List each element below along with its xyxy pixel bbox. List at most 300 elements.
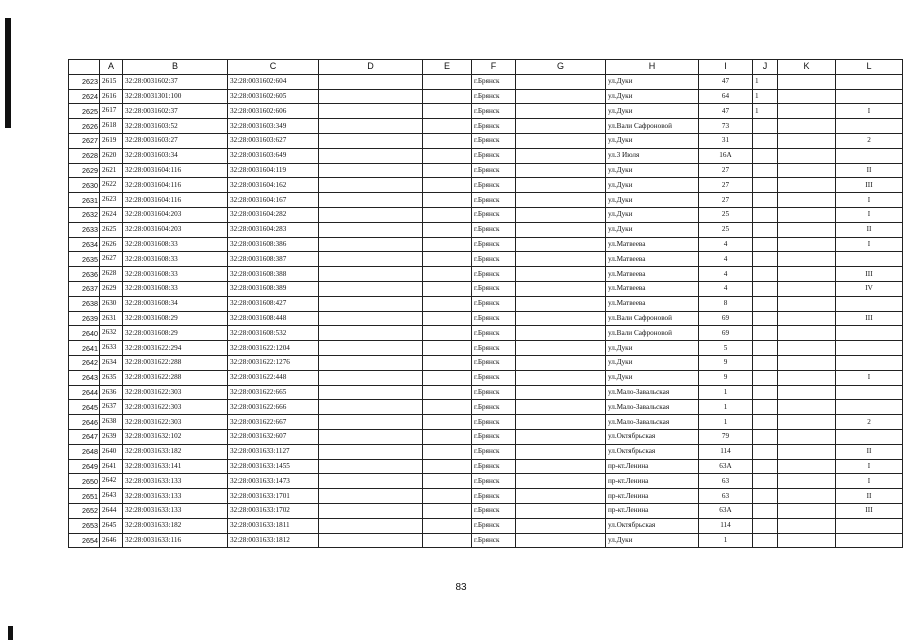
part-number[interactable] xyxy=(836,385,903,400)
record-index[interactable]: 2646 xyxy=(100,533,123,548)
city[interactable]: г.Брянск xyxy=(472,311,516,326)
cadastral-object-number[interactable]: 32:28:0031633:1473 xyxy=(228,474,319,489)
record-index[interactable]: 2642 xyxy=(100,474,123,489)
cadastral-object-number[interactable]: 32:28:0031633:1701 xyxy=(228,489,319,504)
flag-j[interactable] xyxy=(753,429,778,444)
street[interactable]: ул.Дуки xyxy=(606,533,699,548)
record-index[interactable]: 2643 xyxy=(100,489,123,504)
part-number[interactable] xyxy=(836,296,903,311)
record-index[interactable]: 2629 xyxy=(100,281,123,296)
empty-cell-d[interactable] xyxy=(319,415,423,430)
cadastral-parcel-number[interactable]: 32:28:0031608:34 xyxy=(123,296,228,311)
record-index[interactable]: 2623 xyxy=(100,193,123,208)
row-number[interactable]: 2650 xyxy=(69,474,100,489)
flag-j[interactable] xyxy=(753,148,778,163)
empty-cell-e[interactable] xyxy=(423,267,472,282)
empty-cell-k[interactable] xyxy=(778,207,836,222)
city[interactable]: г.Брянск xyxy=(472,74,516,89)
cadastral-parcel-number[interactable]: 32:28:0031608:33 xyxy=(123,281,228,296)
empty-cell-d[interactable] xyxy=(319,355,423,370)
row-number[interactable]: 2647 xyxy=(69,429,100,444)
row-number[interactable]: 2646 xyxy=(69,415,100,430)
empty-cell-e[interactable] xyxy=(423,370,472,385)
cadastral-parcel-number[interactable]: 32:28:0031602:37 xyxy=(123,74,228,89)
empty-cell-e[interactable] xyxy=(423,104,472,119)
empty-cell-e[interactable] xyxy=(423,119,472,134)
empty-cell-d[interactable] xyxy=(319,133,423,148)
record-index[interactable]: 2631 xyxy=(100,311,123,326)
empty-cell-g[interactable] xyxy=(516,326,606,341)
cadastral-parcel-number[interactable]: 32:28:0031632:102 xyxy=(123,429,228,444)
empty-cell-d[interactable] xyxy=(319,341,423,356)
empty-cell-e[interactable] xyxy=(423,163,472,178)
house-number[interactable]: 5 xyxy=(699,341,753,356)
empty-cell-g[interactable] xyxy=(516,222,606,237)
cadastral-object-number[interactable]: 32:28:0031603:649 xyxy=(228,148,319,163)
empty-cell-d[interactable] xyxy=(319,489,423,504)
cadastral-parcel-number[interactable]: 32:28:0031633:133 xyxy=(123,489,228,504)
flag-j[interactable]: 1 xyxy=(753,74,778,89)
empty-cell-k[interactable] xyxy=(778,474,836,489)
row-number[interactable]: 2624 xyxy=(69,89,100,104)
part-number[interactable] xyxy=(836,518,903,533)
city[interactable]: г.Брянск xyxy=(472,89,516,104)
row-number[interactable]: 2652 xyxy=(69,503,100,518)
empty-cell-e[interactable] xyxy=(423,237,472,252)
flag-j[interactable] xyxy=(753,400,778,415)
part-number[interactable] xyxy=(836,400,903,415)
row-number[interactable]: 2641 xyxy=(69,341,100,356)
house-number[interactable]: 27 xyxy=(699,193,753,208)
part-number[interactable]: I xyxy=(836,459,903,474)
empty-cell-d[interactable] xyxy=(319,311,423,326)
cadastral-parcel-number[interactable]: 32:28:0031608:33 xyxy=(123,237,228,252)
cadastral-parcel-number[interactable]: 32:28:0031602:37 xyxy=(123,104,228,119)
record-index[interactable]: 2633 xyxy=(100,341,123,356)
flag-j[interactable] xyxy=(753,267,778,282)
empty-cell-k[interactable] xyxy=(778,370,836,385)
street[interactable]: ул.Дуки xyxy=(606,193,699,208)
house-number[interactable]: 31 xyxy=(699,133,753,148)
empty-cell-g[interactable] xyxy=(516,355,606,370)
empty-cell-k[interactable] xyxy=(778,341,836,356)
record-index[interactable]: 2638 xyxy=(100,415,123,430)
record-index[interactable]: 2625 xyxy=(100,222,123,237)
cadastral-parcel-number[interactable]: 32:28:0031622:288 xyxy=(123,355,228,370)
record-index[interactable]: 2624 xyxy=(100,207,123,222)
empty-cell-e[interactable] xyxy=(423,444,472,459)
row-number[interactable]: 2649 xyxy=(69,459,100,474)
cadastral-object-number[interactable]: 32:28:0031602:604 xyxy=(228,74,319,89)
part-number[interactable]: 2 xyxy=(836,133,903,148)
part-number[interactable]: III xyxy=(836,267,903,282)
cadastral-object-number[interactable]: 32:28:0031622:665 xyxy=(228,385,319,400)
empty-cell-g[interactable] xyxy=(516,400,606,415)
house-number[interactable]: 47 xyxy=(699,104,753,119)
empty-cell-k[interactable] xyxy=(778,459,836,474)
house-number[interactable]: 64 xyxy=(699,89,753,104)
cadastral-object-number[interactable]: 32:28:0031622:448 xyxy=(228,370,319,385)
row-number[interactable]: 2654 xyxy=(69,533,100,548)
city[interactable]: г.Брянск xyxy=(472,429,516,444)
empty-cell-d[interactable] xyxy=(319,193,423,208)
part-number[interactable]: II xyxy=(836,163,903,178)
flag-j[interactable] xyxy=(753,444,778,459)
column-header[interactable]: J xyxy=(753,60,778,75)
cadastral-object-number[interactable]: 32:28:0031604:119 xyxy=(228,163,319,178)
column-header[interactable]: D xyxy=(319,60,423,75)
city[interactable]: г.Брянск xyxy=(472,518,516,533)
cadastral-parcel-number[interactable]: 32:28:0031633:141 xyxy=(123,459,228,474)
record-index[interactable]: 2627 xyxy=(100,252,123,267)
empty-cell-g[interactable] xyxy=(516,74,606,89)
street[interactable]: ул.Дуки xyxy=(606,355,699,370)
cadastral-parcel-number[interactable]: 32:28:0031604:203 xyxy=(123,222,228,237)
empty-cell-k[interactable] xyxy=(778,148,836,163)
empty-cell-d[interactable] xyxy=(319,429,423,444)
cadastral-object-number[interactable]: 32:28:0031622:1204 xyxy=(228,341,319,356)
record-index[interactable]: 2615 xyxy=(100,74,123,89)
record-index[interactable]: 2637 xyxy=(100,400,123,415)
cadastral-parcel-number[interactable]: 32:28:0031301:100 xyxy=(123,89,228,104)
city[interactable]: г.Брянск xyxy=(472,252,516,267)
cadastral-parcel-number[interactable]: 32:28:0031633:182 xyxy=(123,518,228,533)
empty-cell-d[interactable] xyxy=(319,503,423,518)
column-header[interactable]: C xyxy=(228,60,319,75)
empty-cell-g[interactable] xyxy=(516,474,606,489)
row-number[interactable]: 2635 xyxy=(69,252,100,267)
empty-cell-e[interactable] xyxy=(423,385,472,400)
part-number[interactable] xyxy=(836,74,903,89)
empty-cell-d[interactable] xyxy=(319,178,423,193)
part-number[interactable]: IV xyxy=(836,281,903,296)
empty-cell-g[interactable] xyxy=(516,503,606,518)
city[interactable]: г.Брянск xyxy=(472,296,516,311)
empty-cell-e[interactable] xyxy=(423,222,472,237)
city[interactable]: г.Брянск xyxy=(472,355,516,370)
empty-cell-d[interactable] xyxy=(319,89,423,104)
empty-cell-d[interactable] xyxy=(319,459,423,474)
empty-cell-d[interactable] xyxy=(319,267,423,282)
house-number[interactable]: 25 xyxy=(699,222,753,237)
part-number[interactable]: I xyxy=(836,237,903,252)
street[interactable]: ул.Вали Сафроновой xyxy=(606,326,699,341)
house-number[interactable]: 9 xyxy=(699,355,753,370)
empty-cell-k[interactable] xyxy=(778,355,836,370)
city[interactable]: г.Брянск xyxy=(472,163,516,178)
flag-j[interactable] xyxy=(753,193,778,208)
street[interactable]: пр-кт.Ленина xyxy=(606,459,699,474)
street[interactable]: пр-кт.Ленина xyxy=(606,474,699,489)
part-number[interactable] xyxy=(836,252,903,267)
city[interactable]: г.Брянск xyxy=(472,178,516,193)
record-index[interactable]: 2622 xyxy=(100,178,123,193)
empty-cell-g[interactable] xyxy=(516,207,606,222)
street[interactable]: ул.Дуки xyxy=(606,89,699,104)
part-number[interactable]: II xyxy=(836,222,903,237)
row-number[interactable]: 2625 xyxy=(69,104,100,119)
house-number[interactable]: 16А xyxy=(699,148,753,163)
row-number[interactable]: 2640 xyxy=(69,326,100,341)
street[interactable]: ул.Дуки xyxy=(606,370,699,385)
row-number[interactable]: 2648 xyxy=(69,444,100,459)
record-index[interactable]: 2621 xyxy=(100,163,123,178)
cadastral-parcel-number[interactable]: 32:28:0031622:288 xyxy=(123,370,228,385)
cadastral-object-number[interactable]: 32:28:0031603:627 xyxy=(228,133,319,148)
empty-cell-e[interactable] xyxy=(423,459,472,474)
row-number[interactable]: 2639 xyxy=(69,311,100,326)
street[interactable]: ул.Матвеева xyxy=(606,267,699,282)
empty-cell-g[interactable] xyxy=(516,370,606,385)
empty-cell-d[interactable] xyxy=(319,518,423,533)
record-index[interactable]: 2640 xyxy=(100,444,123,459)
city[interactable]: г.Брянск xyxy=(472,459,516,474)
empty-cell-k[interactable] xyxy=(778,193,836,208)
record-index[interactable]: 2639 xyxy=(100,429,123,444)
empty-cell-k[interactable] xyxy=(778,415,836,430)
cadastral-object-number[interactable]: 32:28:0031603:349 xyxy=(228,119,319,134)
cadastral-parcel-number[interactable]: 32:28:0031603:34 xyxy=(123,148,228,163)
cadastral-object-number[interactable]: 32:28:0031608:386 xyxy=(228,237,319,252)
row-number[interactable]: 2623 xyxy=(69,74,100,89)
house-number[interactable]: 25 xyxy=(699,207,753,222)
house-number[interactable]: 4 xyxy=(699,237,753,252)
cadastral-parcel-number[interactable]: 32:28:0031622:303 xyxy=(123,400,228,415)
empty-cell-g[interactable] xyxy=(516,104,606,119)
empty-cell-d[interactable] xyxy=(319,119,423,134)
empty-cell-d[interactable] xyxy=(319,474,423,489)
street[interactable]: ул.Октябрьская xyxy=(606,429,699,444)
cadastral-parcel-number[interactable]: 32:28:0031622:294 xyxy=(123,341,228,356)
cadastral-object-number[interactable]: 32:28:0031632:607 xyxy=(228,429,319,444)
empty-cell-g[interactable] xyxy=(516,444,606,459)
empty-cell-e[interactable] xyxy=(423,341,472,356)
street[interactable]: ул.Дуки xyxy=(606,178,699,193)
cadastral-object-number[interactable]: 32:28:0031604:162 xyxy=(228,178,319,193)
empty-cell-e[interactable] xyxy=(423,533,472,548)
house-number[interactable]: 63 xyxy=(699,474,753,489)
empty-cell-g[interactable] xyxy=(516,281,606,296)
record-index[interactable]: 2628 xyxy=(100,267,123,282)
empty-cell-e[interactable] xyxy=(423,148,472,163)
empty-cell-k[interactable] xyxy=(778,222,836,237)
street[interactable]: ул.Дуки xyxy=(606,222,699,237)
empty-cell-g[interactable] xyxy=(516,237,606,252)
part-number[interactable]: III xyxy=(836,503,903,518)
flag-j[interactable]: 1 xyxy=(753,89,778,104)
cadastral-parcel-number[interactable]: 32:28:0031608:29 xyxy=(123,311,228,326)
flag-j[interactable] xyxy=(753,385,778,400)
empty-cell-g[interactable] xyxy=(516,252,606,267)
cadastral-object-number[interactable]: 32:28:0031602:605 xyxy=(228,89,319,104)
flag-j[interactable] xyxy=(753,296,778,311)
empty-cell-k[interactable] xyxy=(778,385,836,400)
record-index[interactable]: 2619 xyxy=(100,133,123,148)
part-number[interactable]: I xyxy=(836,207,903,222)
city[interactable]: г.Брянск xyxy=(472,444,516,459)
row-number[interactable]: 2631 xyxy=(69,193,100,208)
street[interactable]: ул.Октябрьская xyxy=(606,444,699,459)
house-number[interactable]: 9 xyxy=(699,370,753,385)
house-number[interactable]: 73 xyxy=(699,119,753,134)
empty-cell-k[interactable] xyxy=(778,267,836,282)
cadastral-object-number[interactable]: 32:28:0031608:387 xyxy=(228,252,319,267)
flag-j[interactable] xyxy=(753,459,778,474)
empty-cell-g[interactable] xyxy=(516,518,606,533)
empty-cell-k[interactable] xyxy=(778,89,836,104)
city[interactable]: г.Брянск xyxy=(472,474,516,489)
house-number[interactable]: 47 xyxy=(699,74,753,89)
column-header[interactable]: F xyxy=(472,60,516,75)
flag-j[interactable] xyxy=(753,222,778,237)
cadastral-object-number[interactable]: 32:28:0031622:1276 xyxy=(228,355,319,370)
street[interactable]: ул.Дуки xyxy=(606,74,699,89)
street[interactable]: ул.Мало-Завальская xyxy=(606,385,699,400)
street[interactable]: ул.Матвеева xyxy=(606,237,699,252)
house-number[interactable]: 1 xyxy=(699,400,753,415)
empty-cell-g[interactable] xyxy=(516,341,606,356)
cadastral-object-number[interactable]: 32:28:0031633:1812 xyxy=(228,533,319,548)
part-number[interactable]: I xyxy=(836,474,903,489)
cadastral-object-number[interactable]: 32:28:0031633:1811 xyxy=(228,518,319,533)
city[interactable]: г.Брянск xyxy=(472,222,516,237)
empty-cell-k[interactable] xyxy=(778,429,836,444)
empty-cell-g[interactable] xyxy=(516,415,606,430)
street[interactable]: ул.Дуки xyxy=(606,104,699,119)
part-number[interactable]: III xyxy=(836,311,903,326)
empty-cell-k[interactable] xyxy=(778,518,836,533)
city[interactable]: г.Брянск xyxy=(472,133,516,148)
empty-cell-e[interactable] xyxy=(423,326,472,341)
flag-j[interactable] xyxy=(753,518,778,533)
flag-j[interactable] xyxy=(753,474,778,489)
empty-cell-g[interactable] xyxy=(516,429,606,444)
house-number[interactable]: 4 xyxy=(699,267,753,282)
city[interactable]: г.Брянск xyxy=(472,489,516,504)
empty-cell-g[interactable] xyxy=(516,89,606,104)
record-index[interactable]: 2644 xyxy=(100,503,123,518)
cadastral-object-number[interactable]: 32:28:0031633:1455 xyxy=(228,459,319,474)
city[interactable]: г.Брянск xyxy=(472,237,516,252)
column-header[interactable]: K xyxy=(778,60,836,75)
empty-cell-k[interactable] xyxy=(778,311,836,326)
house-number[interactable]: 114 xyxy=(699,518,753,533)
empty-cell-e[interactable] xyxy=(423,474,472,489)
column-header[interactable]: I xyxy=(699,60,753,75)
empty-cell-g[interactable] xyxy=(516,311,606,326)
column-header[interactable]: E xyxy=(423,60,472,75)
row-number[interactable]: 2644 xyxy=(69,385,100,400)
record-index[interactable]: 2620 xyxy=(100,148,123,163)
empty-cell-k[interactable] xyxy=(778,163,836,178)
empty-cell-d[interactable] xyxy=(319,237,423,252)
row-number[interactable]: 2642 xyxy=(69,355,100,370)
part-number[interactable]: II xyxy=(836,489,903,504)
row-number[interactable]: 2627 xyxy=(69,133,100,148)
flag-j[interactable] xyxy=(753,252,778,267)
part-number[interactable]: III xyxy=(836,178,903,193)
column-header[interactable]: L xyxy=(836,60,903,75)
row-number[interactable]: 2634 xyxy=(69,237,100,252)
row-number[interactable]: 2643 xyxy=(69,370,100,385)
row-number[interactable]: 2628 xyxy=(69,148,100,163)
house-number[interactable]: 27 xyxy=(699,163,753,178)
cadastral-object-number[interactable]: 32:28:0031608:448 xyxy=(228,311,319,326)
record-index[interactable]: 2617 xyxy=(100,104,123,119)
cadastral-parcel-number[interactable]: 32:28:0031608:33 xyxy=(123,252,228,267)
cadastral-parcel-number[interactable]: 32:28:0031608:29 xyxy=(123,326,228,341)
part-number[interactable] xyxy=(836,341,903,356)
empty-cell-d[interactable] xyxy=(319,281,423,296)
empty-cell-g[interactable] xyxy=(516,385,606,400)
street[interactable]: ул.Октябрьская xyxy=(606,518,699,533)
empty-cell-d[interactable] xyxy=(319,222,423,237)
record-index[interactable]: 2616 xyxy=(100,89,123,104)
empty-cell-g[interactable] xyxy=(516,459,606,474)
record-index[interactable]: 2641 xyxy=(100,459,123,474)
flag-j[interactable] xyxy=(753,163,778,178)
empty-cell-e[interactable] xyxy=(423,355,472,370)
cadastral-object-number[interactable]: 32:28:0031608:388 xyxy=(228,267,319,282)
flag-j[interactable] xyxy=(753,533,778,548)
empty-cell-e[interactable] xyxy=(423,400,472,415)
empty-cell-k[interactable] xyxy=(778,104,836,119)
empty-cell-g[interactable] xyxy=(516,163,606,178)
city[interactable]: г.Брянск xyxy=(472,281,516,296)
flag-j[interactable] xyxy=(753,281,778,296)
part-number[interactable]: I xyxy=(836,370,903,385)
record-index[interactable]: 2630 xyxy=(100,296,123,311)
cadastral-parcel-number[interactable]: 32:28:0031604:116 xyxy=(123,193,228,208)
flag-j[interactable] xyxy=(753,326,778,341)
record-index[interactable]: 2635 xyxy=(100,370,123,385)
row-number[interactable]: 2632 xyxy=(69,207,100,222)
street[interactable]: ул.Мало-Завальская xyxy=(606,400,699,415)
empty-cell-g[interactable] xyxy=(516,148,606,163)
street[interactable]: ул.3 Июля xyxy=(606,148,699,163)
city[interactable]: г.Брянск xyxy=(472,370,516,385)
empty-cell-k[interactable] xyxy=(778,119,836,134)
row-number[interactable]: 2633 xyxy=(69,222,100,237)
city[interactable]: г.Брянск xyxy=(472,385,516,400)
cadastral-object-number[interactable]: 32:28:0031602:606 xyxy=(228,104,319,119)
house-number[interactable]: 8 xyxy=(699,296,753,311)
flag-j[interactable] xyxy=(753,355,778,370)
empty-cell-k[interactable] xyxy=(778,252,836,267)
column-header[interactable]: G xyxy=(516,60,606,75)
street[interactable]: ул.Дуки xyxy=(606,163,699,178)
empty-cell-d[interactable] xyxy=(319,252,423,267)
cadastral-parcel-number[interactable]: 32:28:0031633:133 xyxy=(123,503,228,518)
record-index[interactable]: 2636 xyxy=(100,385,123,400)
empty-cell-e[interactable] xyxy=(423,429,472,444)
city[interactable]: г.Брянск xyxy=(472,341,516,356)
empty-cell-e[interactable] xyxy=(423,178,472,193)
part-number[interactable] xyxy=(836,429,903,444)
part-number[interactable]: I xyxy=(836,104,903,119)
city[interactable]: г.Брянск xyxy=(472,148,516,163)
column-header[interactable]: B xyxy=(123,60,228,75)
street[interactable]: ул.Дуки xyxy=(606,341,699,356)
empty-cell-k[interactable] xyxy=(778,281,836,296)
row-number[interactable]: 2638 xyxy=(69,296,100,311)
empty-cell-d[interactable] xyxy=(319,533,423,548)
empty-cell-k[interactable] xyxy=(778,400,836,415)
cadastral-parcel-number[interactable]: 32:28:0031622:303 xyxy=(123,385,228,400)
empty-cell-e[interactable] xyxy=(423,281,472,296)
empty-cell-e[interactable] xyxy=(423,252,472,267)
empty-cell-g[interactable] xyxy=(516,267,606,282)
